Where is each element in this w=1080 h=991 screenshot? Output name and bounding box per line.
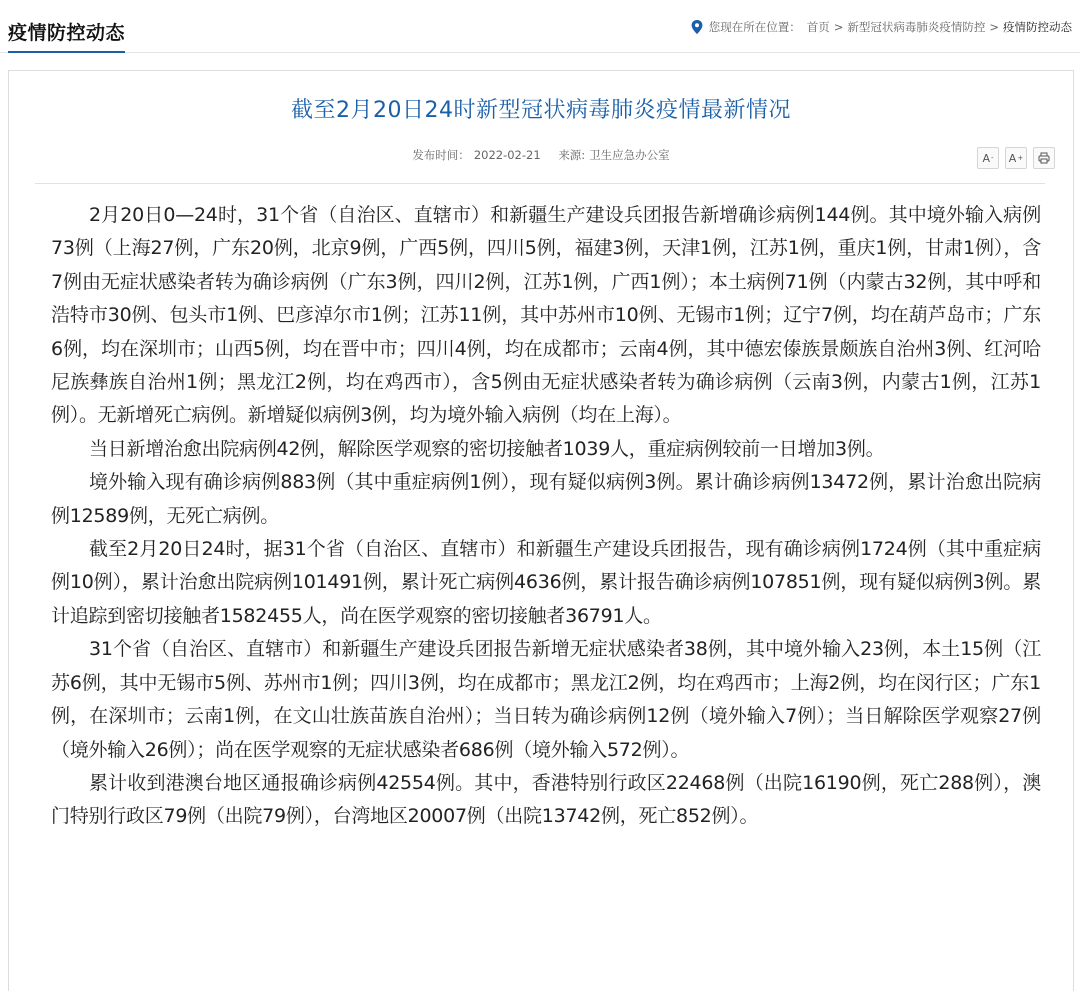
font-decrease-button[interactable]: A - xyxy=(977,147,999,169)
location-pin-icon xyxy=(691,20,703,34)
breadcrumb xyxy=(691,19,1072,35)
breadcrumb-separator: > xyxy=(833,20,844,34)
article-paragraph: 2月20日0—24时，31个省（自治区、直辖市）和新疆生产建设兵团报告新增确诊病例144例。其中境外输入病例73例（上海27例，广东20例，北京9例，广西5例，四川5例，福建3例，天津1例，江苏1例，重庆1例，甘肃1例），含7例由无症状感染者转为确诊病例（广东3例，四川2例，江苏1例，广西1例）；本土病例71例（内蒙古32例，其中呼和浩特市30例、包头市1例、巴彦淖尔市1例；江苏11例，其中苏州市10例、无锡市1例；辽宁7例，均在葫芦岛市；广东6例，均在深圳市；山西5例，均在晋中市；四川4例，均在成都市；云南4例，其中德宏傣族景颇族自治州3例、红河哈尼族彝族自治州1例；黑龙江2例，均在鸡西市），含5例由无症状感染者转为确诊病例（云南3例，内蒙古1例，江苏1例）。无新增死亡病例。新增疑似病例3例，均为境外输入病例（均在上海）。 xyxy=(51,204,1041,427)
publish-date: 2022-02-21 xyxy=(473,148,541,162)
article-paragraph: 累计收到港澳台地区通报确诊病例42554例。其中，香港特别行政区22468例（出院16190例，死亡288例），澳门特别行政区79例（出院79例），台湾地区20007例（出院13742例，死亡852例）。 xyxy=(51,771,1041,828)
article-paragraph: 截至2月20日24时，据31个省（自治区、直辖市）和新疆生产建设兵团报告，现有确诊病例1724例（其中重症病例10例），累计治愈出院病例101491例，累计死亡病例4636例，累计报告确诊病例107851例，现有疑似病例3例。累计追踪到密切接触者1582455人，尚在医学观察的密切接触者36791人。 xyxy=(51,538,1041,627)
breadcrumb-current: 疫情防控动态 xyxy=(1003,20,1072,34)
article-paragraph: 境外输入现有确诊病例883例（其中重症病例1例），现有疑似病例3例。累计确诊病例13472例，累计治愈出院病例12589例，无死亡病例。 xyxy=(51,471,1041,527)
article-paragraph: 31个省（自治区、直辖市）和新疆生产建设兵团报告新增无症状感染者38例，其中境外输入23例，本土15例（江苏6例，其中无锡市5例、苏州市1例；四川3例，均在成都市；黑龙江2例，均在鸡西市；上海2例，均在闵行区；广东1例，在深圳市；云南1例，在文山壮族苗族自治州）；当日转为确诊病例12例（境外输入7例）；当日解除医学观察27例（境外输入26例）；尚在医学观察的无症状感染者686例（境外输入572例）。 xyxy=(51,638,1041,761)
location-label: 您现在所在位置： xyxy=(708,20,801,34)
top-bar xyxy=(0,0,1080,53)
publish-label: 发布时间： xyxy=(412,148,470,162)
article-body xyxy=(51,199,1041,834)
article-tools xyxy=(977,147,1055,169)
article-paragraph: 当日新增治愈出院病例42例，解除医学观察的密切接触者1039人，重症病例较前一日增加3例。 xyxy=(89,437,885,460)
font-increase-button[interactable]: A + xyxy=(1005,147,1027,169)
breadcrumb-covid-link[interactable]: 新型冠状病毒肺炎疫情防控 xyxy=(847,20,986,34)
section-title: 疫情防控动态 xyxy=(8,18,125,53)
article-meta xyxy=(9,147,1073,163)
article-panel xyxy=(8,70,1074,991)
source-value: 卫生应急办公室 xyxy=(589,148,670,162)
article-title: 截至2月20日24时新型冠状病毒肺炎疫情最新情况 xyxy=(291,98,791,123)
print-button[interactable] xyxy=(1033,147,1055,169)
breadcrumb-home-link[interactable]: 首页 xyxy=(806,20,830,34)
print-icon xyxy=(1038,152,1050,164)
source-label: 来源: xyxy=(558,148,586,162)
breadcrumb-separator: > xyxy=(989,20,999,34)
title-divider xyxy=(35,183,1045,184)
